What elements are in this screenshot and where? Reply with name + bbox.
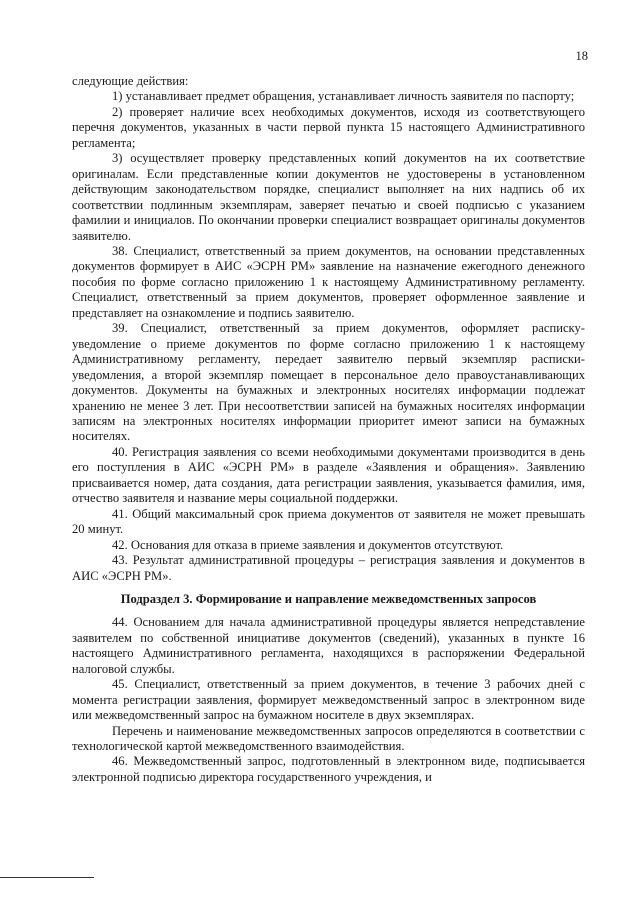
paragraph-40: 40. Регистрация заявления со всеми необходимыми документами производится в день его поступления в АИС «ЭСРН РМ» в разделе «Заявления и обращения». Заявлению присваивается номер, дата создания, дата регистрации заявления, указывается фамилия, имя, отчество заявителя и название меры социальной поддержки.	[72, 444, 585, 506]
paragraph-item-2: 2) проверяет наличие всех необходимых документов, исходя из соответствующего перечня документов, указанных в части первой пункта 15 настоящего Административного регламента;	[72, 104, 585, 150]
paragraph-46: 46. Межведомственный запрос, подготовленный в электронном виде, подписывается электронной подписью директора государственного учреждения, и	[72, 754, 585, 784]
paragraph-intro: следующие действия:	[72, 74, 189, 88]
footnote-separator	[0, 877, 94, 878]
paragraph-43: 43. Результат административной процедуры – регистрация заявления и документов в АИС «ЭСРН РМ».	[72, 553, 585, 583]
paragraph-list-note: Перечень и наименование межведомственных запросов определяются в соответствии с технологической картой межведомственного взаимодействия.	[72, 723, 585, 754]
paragraph-item-3: 3) осуществляет проверку представленных копий документов на их соответствие оригиналам. Если представленные копии документов не удостоверены в установленном действующим законодательством порядке, специалист выполняет на них надпись об их соответствии подлинным экземплярам, заверяет печатью и своей подписью с указанием фамилии и инициалов. По окончании проверки специалист возвращает оригиналы документов заявителю.	[72, 151, 585, 243]
paragraph-44: 44. Основанием для начала административной процедуры является непредставление заявителем по собственной инициативе документов (сведений), указанных в пункте 16 настоящего Административного регламента, находящихся в распоряжении Федеральной налоговой службы.	[72, 615, 585, 676]
paragraph-45: 45. Специалист, ответственный за прием документов, в течение 3 рабочих дней с момента регистрации заявления, формирует межведомственный запрос в электронном виде или межведомственный запрос на бумажном носителе в двух экземплярах.	[72, 677, 585, 723]
paragraph-39: 39. Специалист, ответственный за прием документов, оформляет расписку-уведомление о приеме документов по форме согласно приложению 1 к настоящему Административному регламенту, передает заявителю первый экземпляр расписки-уведомления, а второй экземпляр помещает в персональное дело правоустанавливающих документов. Документы на бумажных и электронных носителях информации подлежат хранению не менее 3 лет. При несоответствии записей на бумажных носителях информации записям на электронных носителях информации приоритет имеют записи на бумажных носителях.	[72, 321, 585, 444]
section-heading: Подраздел 3. Формирование и направление межведомственных запросов	[120, 591, 537, 606]
page-number: 18	[575, 49, 588, 63]
paragraph-41: 41. Общий максимальный срок приема документов от заявителя не может превышать 20 минут.	[72, 506, 585, 537]
paragraph-42: 42. Основания для отказа в приеме заявления и документов отсутствуют.	[112, 537, 504, 552]
paragraph-item-1: 1) устанавливает предмет обращения, устанавливает личность заявителя по паспорту;	[112, 89, 575, 104]
paragraph-38: 38. Специалист, ответственный за прием документов, на основании представленных документов формирует в АИС «ЭСРН РМ» заявление на назначение ежегодного денежного пособия по форме согласно приложению 1 к настоящему Административному регламенту. Специалист, ответственный за прием документов, проверяет оформленное заявление и представляет на ознакомление и подпись заявителю.	[72, 243, 585, 320]
document-body	[72, 74, 585, 785]
